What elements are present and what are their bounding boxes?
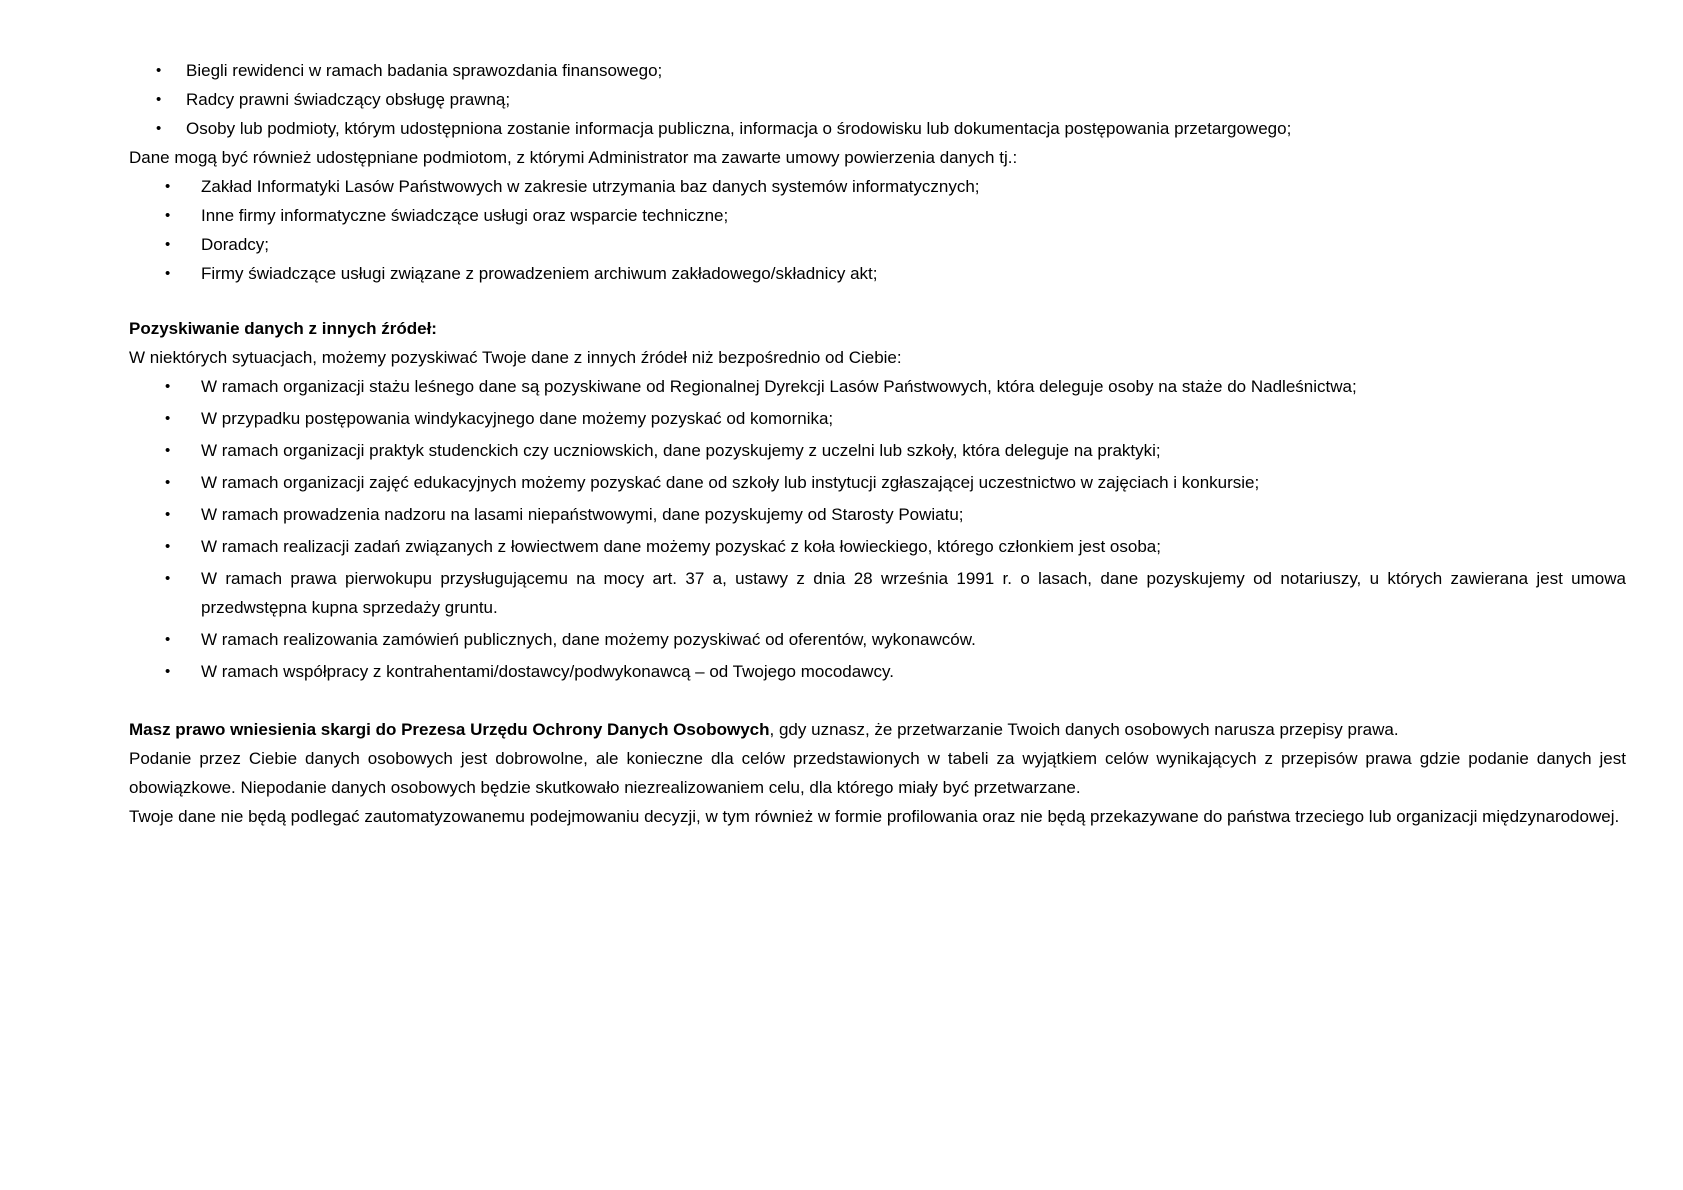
list-item-text: Inne firmy informatyczne świadczące usługi oraz wsparcie techniczne; [201, 206, 729, 225]
sources-intro: W niektórych sytuacjach, możemy pozyskiwać Twoje dane z innych źródeł niż bezpośrednio od Ciebie: [129, 348, 902, 367]
bullet-icon: • [165, 570, 171, 587]
bullet-icon: • [156, 120, 162, 137]
list-item [129, 500, 1626, 529]
section-spacer [129, 288, 1626, 314]
complaint-bold-text: Masz prawo wniesienia skargi do Prezesa Urzędu Ochrony Danych Osobowych [129, 720, 770, 739]
complaint-text: , gdy uznasz, że przetwarzanie Twoich danych osobowych narusza przepisy prawa. [769, 720, 1399, 739]
list-item [129, 625, 1626, 654]
bullet-icon: • [165, 378, 171, 395]
voluntary-paragraph: Podanie przez Ciebie danych osobowych jest dobrowolne, ale konieczne dla celów przedstawionych w tabeli za wyjątkiem celów wynikających z przepisów prawa gdzie podanie danych jest obowiązkowe. Niepodanie danych osobowych będzie skutkowało niezrealizowaniem celu, dla którego miały być przetwarzane. [129, 749, 1626, 797]
bullet-icon: • [156, 62, 162, 79]
processors-intro: Dane mogą być również udostępniane podmiotom, z którymi Administrator ma zawarte umowy powierzenia danych tj.: [129, 148, 1018, 167]
bullet-icon: • [165, 631, 171, 648]
list-item [129, 468, 1626, 497]
list-item [129, 436, 1626, 465]
list-item-text: Firmy świadczące usługi związane z prowadzeniem archiwum zakładowego/składnicy akt; [201, 264, 878, 283]
bullet-icon: • [165, 207, 171, 224]
bullet-icon: • [165, 663, 171, 680]
list-item [129, 201, 1626, 230]
list-item-text: W ramach realizacji zadań związanych z łowiectwem dane możemy pozyskać z koła łowieckiego, którego członkiem jest osoba; [201, 537, 1161, 556]
list-item-text: W ramach organizacji praktyk studenckich czy uczniowskich, dane pozyskujemy z uczelni lub szkoły, która deleguje na praktyki; [201, 441, 1161, 460]
recipients-list [129, 56, 1626, 143]
bullet-icon: • [165, 506, 171, 523]
list-item-text: Biegli rewidenci w ramach badania sprawozdania finansowego; [186, 61, 663, 80]
list-item-text: W ramach współpracy z kontrahentami/dostawcy/podwykonawcą – od Twojego mocodawcy. [201, 662, 894, 681]
list-item [129, 172, 1626, 201]
list-item [129, 114, 1626, 143]
automated-decision-paragraph: Twoje dane nie będą podlegać zautomatyzowanemu podejmowaniu decyzji, w tym również w formie profilowania oraz nie będą przekazywane do państwa trzeciego lub organizacji międzynarodowej. [129, 807, 1620, 826]
list-item-text: W ramach prawa pierwokupu przysługującemu na mocy art. 37 a, ustawy z dnia 28 września 1991 r. o lasach, dane pozyskujemy od notariuszy, u których zawierana jest umowa przedwstępna kupna sprzedaży gruntu. [201, 569, 1626, 617]
list-item [129, 404, 1626, 433]
list-item-text: W ramach organizacji zajęć edukacyjnych możemy pozyskać dane od szkoły lub instytucji zgłaszającej uczestnictwo w zajęciach i konkursie; [201, 473, 1260, 492]
sources-heading: Pozyskiwanie danych z innych źródeł: [129, 319, 437, 338]
list-item [129, 85, 1626, 114]
list-item [129, 230, 1626, 259]
list-item-text: Radcy prawni świadczący obsługę prawną; [186, 90, 511, 109]
bullet-icon: • [156, 91, 162, 108]
page-content [129, 56, 1626, 831]
sources-list [129, 372, 1626, 686]
list-item-text: W ramach organizacji stażu leśnego dane są pozyskiwane od Regionalnej Dyrekcji Lasów Państwowych, która deleguje osoby na staże do Nadleśnictwa; [201, 377, 1357, 396]
list-item-text: Osoby lub podmioty, którym udostępniona zostanie informacja publiczna, informacja o środowisku lub dokumentacja postępowania przetargowego; [186, 119, 1292, 138]
bullet-icon: • [165, 236, 171, 253]
bullet-icon: • [165, 442, 171, 459]
list-item [129, 657, 1626, 686]
processors-list [129, 172, 1626, 288]
list-item-text: Doradcy; [201, 235, 270, 254]
bullet-icon: • [165, 178, 171, 195]
list-item-text: Zakład Informatyki Lasów Państwowych w zakresie utrzymania baz danych systemów informatycznych; [201, 177, 980, 196]
list-item [129, 56, 1626, 85]
list-item [129, 532, 1626, 561]
bullet-icon: • [165, 474, 171, 491]
list-item-text: W przypadku postępowania windykacyjnego dane możemy pozyskać od komornika; [201, 409, 834, 428]
bullet-icon: • [165, 538, 171, 555]
list-item [129, 372, 1626, 401]
list-item [129, 259, 1626, 288]
bullet-icon: • [165, 410, 171, 427]
section-spacer [129, 689, 1626, 715]
list-item [129, 564, 1626, 622]
bullet-icon: • [165, 265, 171, 282]
complaint-paragraph [129, 715, 1626, 744]
list-item-text: W ramach realizowania zamówień publicznych, dane możemy pozyskiwać od oferentów, wykonawców. [201, 630, 976, 649]
list-item-text: W ramach prowadzenia nadzoru na lasami niepaństwowymi, dane pozyskujemy od Starosty Powiatu; [201, 505, 964, 524]
